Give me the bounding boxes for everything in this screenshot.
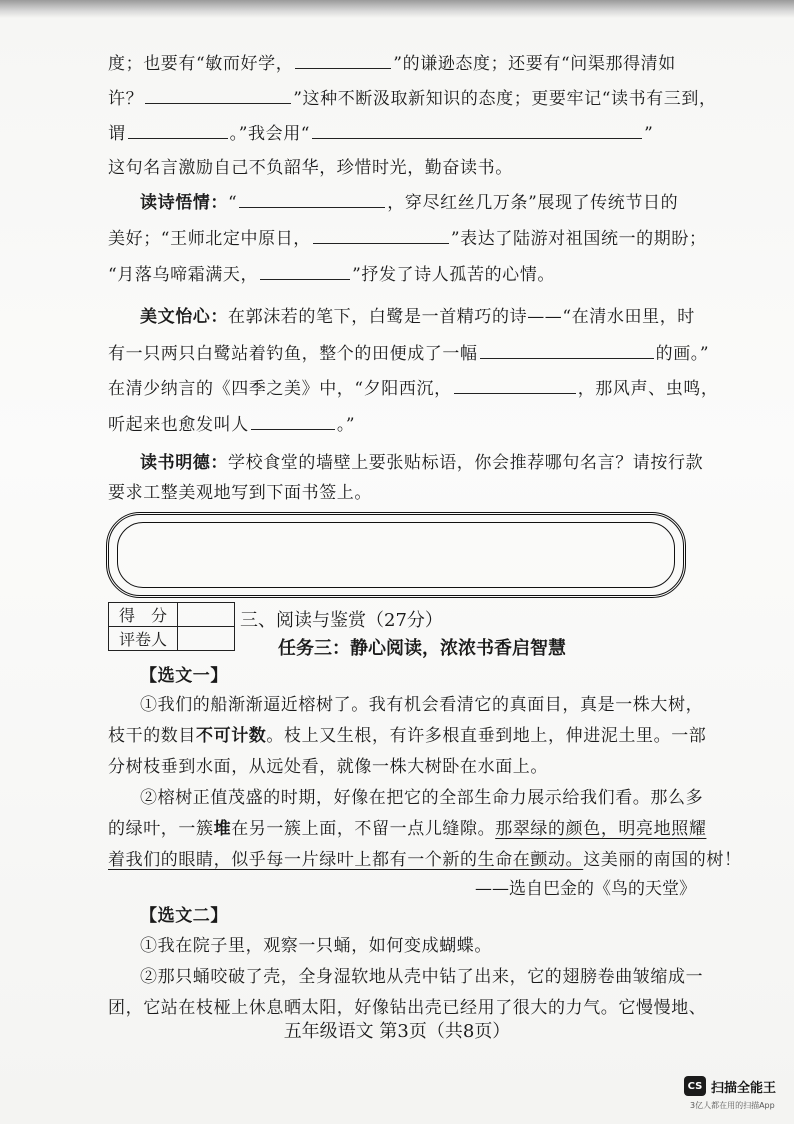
text-line: 团，它站在枝桠上休息晒太阳，好像钻出壳已经用了很大的力气。它慢慢地、 — [108, 998, 707, 1018]
answer-blank[interactable] — [239, 191, 385, 208]
text-line: ②榕树正值茂盛的时期，好像在把它的全部生命力展示给我们看。那么多 — [140, 788, 704, 808]
passage-heading: 【选文一】 — [140, 666, 228, 686]
section-title: 三、阅读与鉴赏（27分） — [240, 610, 443, 631]
score-table — [108, 602, 235, 651]
answer-blank[interactable] — [128, 122, 228, 139]
text-line: 的绿叶，一簇堆在另一簇上面，不留一点儿缝隙。那翠绿的颜色，明亮地照耀 — [108, 819, 707, 839]
text-line: ②那只蛹咬破了壳，全身湿软地从壳中钻了出来，它的翅膀卷曲皱缩成一 — [140, 967, 704, 987]
text-line: 度；也要有“敏而好学， ”的谦逊态度；还要有“问渠那得清如 — [108, 54, 676, 74]
text-line: ①我在院子里，观察一只蛹，如何变成蝴蝶。 — [140, 936, 492, 956]
text-line: 枝干的数目不可计数。枝上又生根，有许多根直垂到地上，伸进泥土里。一部 — [108, 726, 707, 746]
answer-blank[interactable] — [295, 52, 391, 69]
underlined-sentence: 着我们的眼睛，似乎每一片绿叶上都有一个新的生命在颤动。 — [108, 850, 584, 870]
score-cell[interactable] — [178, 603, 235, 627]
text-line: ①我们的船渐渐逼近榕树了。我有机会看清它的真面目，真是一株大树， — [140, 695, 704, 715]
text-line: 美好；“王师北定中原日， ”表达了陆游对祖国统一的期盼； — [108, 229, 707, 249]
passage-heading: 【选文二】 — [140, 906, 228, 926]
task-title: 任务三：静心阅读，浓浓书香启智慧 — [278, 638, 566, 659]
text-line: 读诗悟情：“ ，穿尽红丝几万条”展现了传统节日的 — [140, 193, 679, 213]
answer-blank[interactable] — [145, 87, 291, 104]
source-citation: ——选自巴金的《鸟的天堂》 — [475, 879, 696, 899]
answer-blank[interactable] — [251, 413, 335, 430]
text-line: 分树枝垂到水面，从远处看，就像一株大树卧在水面上。 — [108, 757, 548, 777]
answer-blank[interactable] — [313, 227, 449, 244]
text-line: 要求工整美观地写到下面书签上。 — [108, 483, 372, 503]
score-label: 得 分 — [109, 603, 178, 627]
scan-edge — [0, 0, 794, 18]
text-line: “月落乌啼霜满天， ”抒发了诗人孤苦的心情。 — [108, 265, 555, 285]
text-line: 着我们的眼睛，似乎每一片绿叶上都有一个新的生命在颤动。这美丽的南国的树！ — [108, 850, 742, 870]
poetry-label: 读诗悟情： — [140, 193, 228, 213]
text-line: 谓 。”我会用“ ” — [108, 124, 654, 144]
camscanner-logo-icon: CS — [684, 1076, 706, 1096]
answer-blank[interactable] — [260, 263, 350, 280]
grader-label: 评卷人 — [109, 627, 178, 651]
text-line: 美文怡心：在郭沫若的笔下，白鹭是一首精巧的诗——“在清水田里，时 — [140, 307, 695, 327]
text-line: 许？ ”这种不断汲取新知识的态度；更要牢记“读书有三到， — [108, 89, 717, 109]
page-footer: 五年级语文 第3页（共8页） — [283, 1021, 511, 1042]
text-line: 有一只两只白鹭站着钓鱼，整个的田便成了一幅 的画。” — [108, 344, 710, 364]
underlined-sentence: 那翠绿的颜色，明亮地照耀 — [495, 819, 707, 839]
bookmark-answer-box[interactable] — [106, 512, 686, 598]
answer-blank[interactable] — [480, 342, 654, 359]
text-line: 在清少纳言的《四季之美》中，“夕阳西沉， ，那风声、虫鸣， — [108, 379, 719, 399]
grader-cell[interactable] — [178, 627, 235, 651]
text-line: 读书明德：学校食堂的墙壁上要张贴标语，你会推荐哪句名言？请按行款 — [140, 453, 704, 473]
reading-label: 读书明德： — [140, 453, 228, 473]
text-line: 这句名言激励自己不负韶华，珍惜时光，勤奋读书。 — [108, 158, 513, 178]
scanner-tagline: 3亿人都在用的扫描App — [690, 1101, 775, 1110]
prose-label: 美文怡心： — [140, 307, 228, 327]
scanner-app-name: 扫描全能王 — [711, 1080, 777, 1096]
answer-blank[interactable] — [454, 377, 576, 394]
answer-blank[interactable] — [312, 122, 642, 139]
scanner-watermark — [684, 1076, 776, 1096]
text-line: 听起来也愈发叫人 。” — [108, 415, 356, 435]
